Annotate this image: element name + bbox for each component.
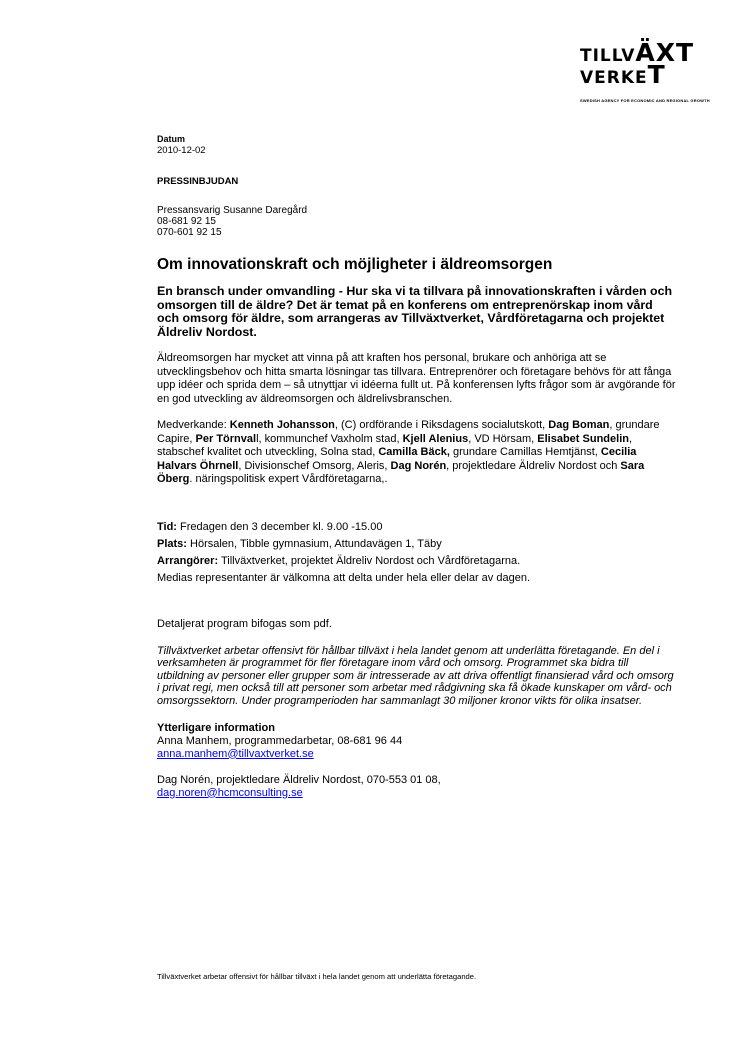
logo-line-2	[580, 62, 666, 87]
participant-name: Sara Öberg	[157, 459, 645, 485]
page-footer: Tillväxtverket arbetar offensivt för hållbar tillväxt i hela landet genom att underlätta företagande.	[157, 972, 477, 981]
press-contact	[157, 205, 677, 238]
event-media-note: Medias representanter är välkomna att delta under hela eller delar av dagen.	[157, 571, 531, 584]
participant-role: , (C) ordförande i Riksdagens socialutskott,	[334, 419, 549, 431]
event-place-value: Hörsalen, Tibble gymnasium, Attundavägen 1, Täby	[186, 537, 442, 550]
participant-name: Camilla Bäck,	[378, 446, 450, 458]
event-time-value: Fredagen den 3 december kl. 9.00 -15.00	[176, 520, 383, 533]
document-body	[157, 134, 677, 799]
attachment-note: Detaljerat program bifogas som pdf.	[157, 617, 332, 630]
participants-intro: Medverkande:	[157, 419, 230, 431]
page-title: Om innovationskraft och möjligheter i äldreomsorgen	[157, 256, 553, 273]
document-type: PRESSINBJUDAN	[157, 176, 239, 187]
logo-line2-small: VERKE	[580, 68, 648, 88]
participant-name: Dag Norén	[390, 459, 447, 472]
press-contact-phone: 08-681 92 15	[157, 216, 216, 227]
more-info-contact-1: Anna Manhem, programmedarbetar, 08-681 96 44	[157, 735, 403, 748]
participant-name: Per Törnval	[195, 432, 257, 445]
logo-line2-big: T	[647, 60, 666, 89]
more-info-contact-2: Dag Norén, projektledare Äldreliv Nordost, 070-553 01 08,	[157, 774, 441, 787]
participant-role: , Divisionschef Omsorg, Aleris,	[238, 459, 391, 472]
event-organizers	[157, 553, 677, 570]
participant-role: . näringspolitisk expert Vårdföretagarna,.	[189, 473, 388, 485]
participant-name: Cecilia Halvars Öhrnell	[157, 446, 637, 472]
event-place-label: Plats:	[157, 537, 187, 550]
date-label: Datum	[157, 134, 186, 144]
event-organizers-label: Arrangörer:	[157, 554, 219, 567]
participant-role: l, kommunchef Vaxholm stad,	[256, 432, 403, 445]
body-paragraph: Äldreomsorgen har mycket att vinna på att kraften hos personal, brukare och anhöriga att se utvecklingsbehov och hitta smarta lösningar tas tillvara. Entreprenörer och företagare behövs för att fånga upp idéer och sprida dem – så utnyttjar vi idéerna fullt ut. På konferensen lyfts frågor som är avgörande för en god utveckling av äldreomsorgen och äldrelivsbranschen.	[157, 352, 676, 405]
logo-tagline: SWEDISH AGENCY FOR ECONOMIC AND REGIONAL GROWTH	[580, 98, 710, 103]
participant-name: Kenneth Johansson	[229, 419, 335, 431]
lead-paragraph: En bransch under omvandling - Hur ska vi ta tillvara på innovationskraften i vården och omsorgen till de äldre? Det är temat på en konferens om entreprenörskap inom vård och omsorg för äldre, som arrangeras av Tillväxtverket, Vårdföretagarna och projektet Äldreliv Nordost.	[157, 284, 673, 339]
logo-line1-big: ÄXT	[635, 38, 695, 67]
press-contact-name: Pressansvarig Susanne Daregård	[157, 205, 308, 216]
participant-role: , grundare Capire,	[157, 419, 660, 445]
event-organizers-value: Tillväxtverket, projektet Äldreliv Nordost och Vårdföretagarna.	[218, 554, 521, 567]
participant-role: , stabschef kvalitet och utveckling, Solna stad,	[157, 432, 633, 458]
date-value: 2010-12-02	[157, 145, 206, 156]
participant-name: Elisabet Sundelin	[537, 432, 629, 445]
event-details	[157, 519, 677, 587]
logo-line1-small: TILLV	[580, 46, 636, 66]
participant-role: , VD Hörsam,	[468, 432, 538, 445]
event-time-label: Tid:	[157, 520, 177, 533]
participant-name: Dag Boman	[548, 419, 610, 431]
press-contact-mobile: 070-601 92 15	[157, 227, 222, 238]
participant-name: Kjell Alenius	[402, 432, 469, 445]
participant-role: , projektledare Äldreliv Nordost och	[446, 459, 621, 472]
email-link-1[interactable]: anna.manhem@tillvaxtverket.se	[157, 747, 314, 760]
participants-paragraph	[157, 419, 677, 487]
spacer	[157, 760, 677, 774]
participant-role: grundare Camillas Hemtjänst,	[449, 446, 601, 458]
email-link-2[interactable]: dag.noren@hcmconsulting.se	[157, 786, 303, 799]
event-place	[157, 536, 677, 553]
more-info-heading: Ytterligare information	[157, 722, 275, 735]
event-time	[157, 519, 677, 536]
about-paragraph: Tillväxtverket arbetar offensivt för hållbar tillväxt i hela landet genom att underlätta företagande. En del i verksamheten är programmet för fler företagare inom vård och omsorg. Programmet ska bidra till utbildning av personer eller grupper som är intresserade av att driva offentligt finansierad vård och omsorg i privat regi, men också till att personer som arbetar med rådgivning ska få ökade kunskaper om vård- och omsorgssektorn. Under programperioden har sammanlagt 30 miljoner kronor vikts för olika insatser.	[157, 645, 674, 707]
